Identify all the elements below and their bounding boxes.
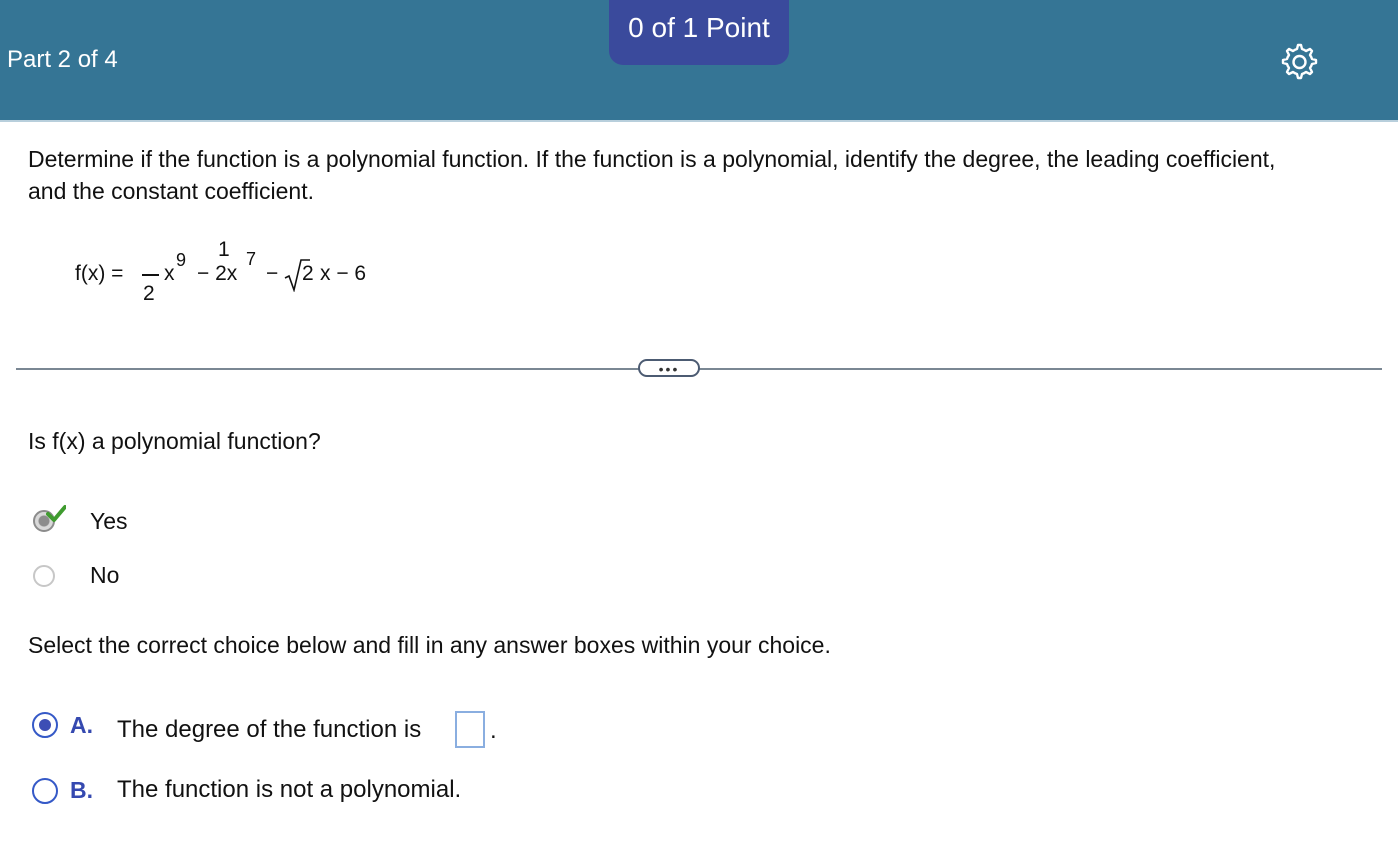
choice-a-letter: A. [70,712,93,738]
minus-sign: − [266,262,279,285]
more-options-button[interactable]: ••• [638,359,700,377]
question-text: Is f(x) a polynomial function? [28,428,321,454]
variable-x: x [164,262,175,285]
term-2x: − 2x [197,262,238,285]
radio-no[interactable] [33,565,55,587]
choice-a-period: . [490,717,497,744]
sqrt-radicand: 2 [302,262,314,285]
option-no-label[interactable]: No [90,562,120,588]
choice-b-text[interactable]: The function is not a polynomial. [117,776,462,803]
option-yes-label[interactable]: Yes [90,508,128,534]
radio-choice-a[interactable] [32,712,58,738]
header-bar [0,0,1398,122]
fraction-denominator: 2 [143,282,155,305]
points-badge: 0 of 1 Point [609,0,789,65]
radio-choice-b[interactable] [32,778,58,804]
instructions-text: Determine if the function is a polynomial function. If the function is a polynomial, identify the degree, the leading coefficient, and the constant coefficient. [28,146,1276,204]
choice-b-letter: B. [70,777,93,803]
fraction-bar [142,274,159,276]
choice-prompt: Select the correct choice below and fill in any answer boxes within your choice. [28,632,831,658]
choice-a-text[interactable]: The degree of the function is [117,716,422,743]
fraction-numerator: 1 [218,238,230,261]
checkmark-icon [46,504,66,524]
term-x-minus-6: x − 6 [320,262,367,285]
exponent-9: 9 [176,250,187,270]
equation-lhs: f(x) = [75,262,124,285]
part-indicator: Part 2 of 4 [7,46,118,73]
exponent-7: 7 [246,249,257,269]
degree-answer-box[interactable] [455,711,485,748]
gear-icon[interactable] [1276,40,1320,84]
